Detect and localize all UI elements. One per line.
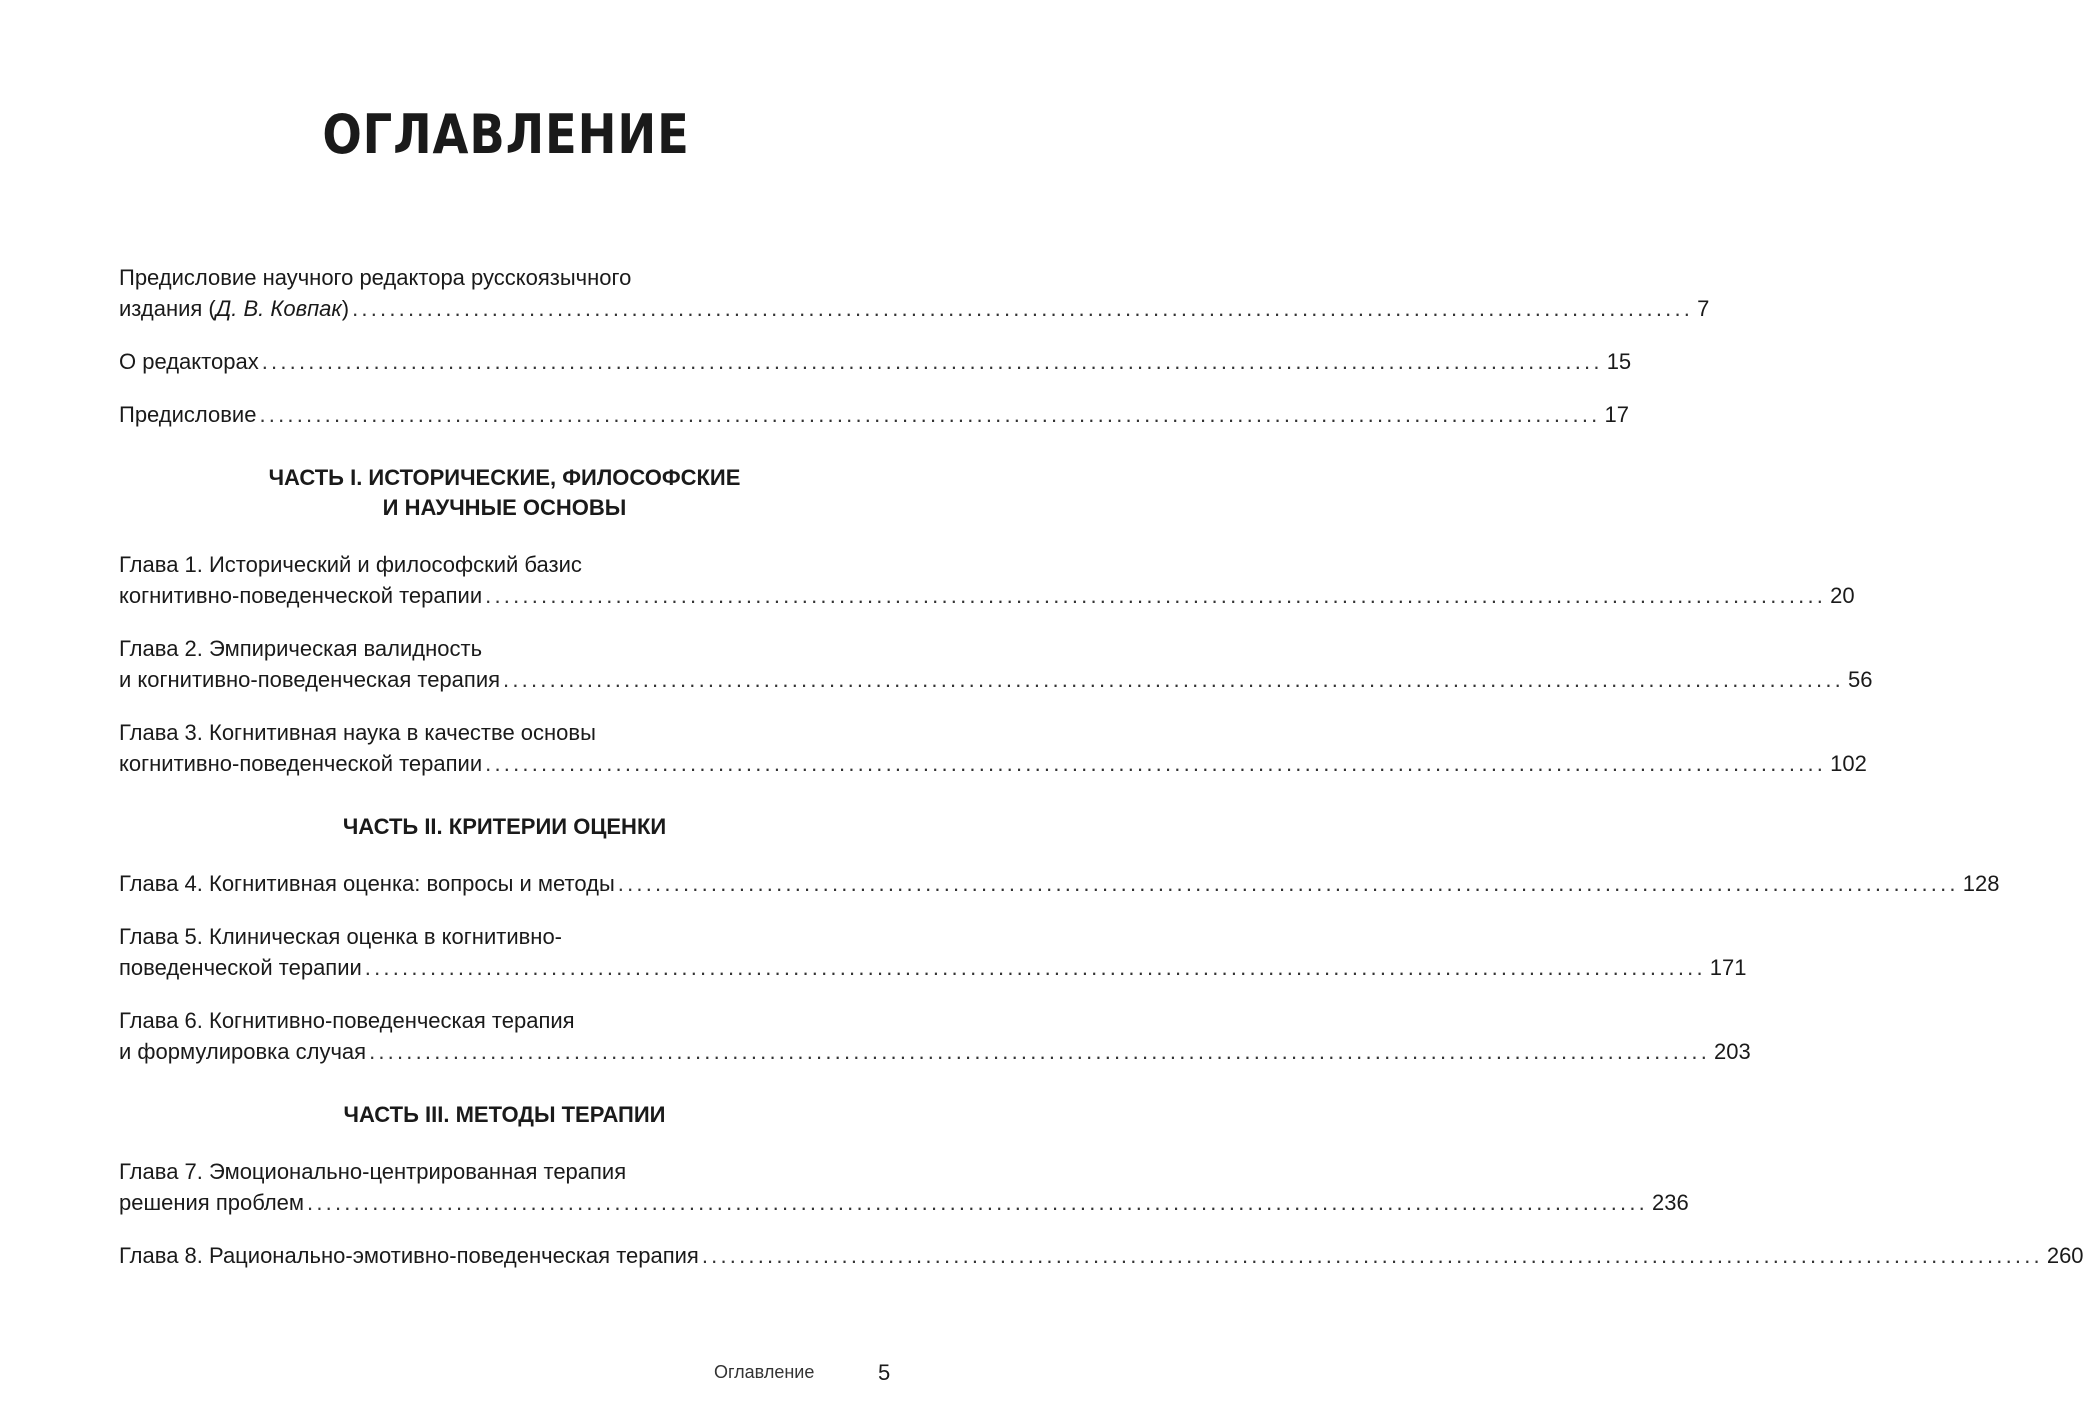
dot-leader: ................................................................................................................................................ [364,955,1706,980]
toc-entry-title: Предисловие [119,402,257,427]
toc-entry-title-line: Глава 3. Когнитивная наука в качестве основы [119,720,596,745]
toc-entry-title: О редакторах [119,349,259,374]
toc-entry-editor-preface[interactable] [119,262,1710,324]
toc-page-number: 20 [1830,583,1855,608]
toc-entry-title: и когнитивно-поведенческая терапия [119,667,501,692]
toc-entry-chapter-2[interactable] [119,633,1873,695]
dot-leader: ................................................................................................................................................ [617,871,1959,896]
toc-entry-title: Глава 4. Когнитивная оценка: вопросы и методы [119,871,615,896]
toc-page-number: 203 [1714,1039,1751,1064]
editor-name: Д. В. Ковпак [215,296,342,321]
toc-entry-title: когнитивно-поведенческой терапии [119,583,483,608]
toc-entry-title-line: Глава 1. Исторический и философский базис [119,552,582,577]
toc-page-number: 260 [2046,1243,2084,1268]
toc-page-number: 56 [1848,667,1873,692]
dot-leader: ................................................................................................................................................ [485,751,1827,776]
toc-entry-chapter-6[interactable] [119,1005,1751,1067]
toc-page-number: 128 [1962,871,2000,896]
part-heading-3: ЧАСТЬ III. МЕТОДЫ ТЕРАПИИ [343,1102,666,1127]
toc-entry-title-line: Глава 5. Клиническая оценка в когнитивно- [119,924,563,949]
dot-leader: ................................................................................................................................................ [261,349,1603,374]
toc-entry-chapter-7[interactable] [119,1156,1689,1218]
toc-entry-title-line: Глава 6. Когнитивно-поведенческая терапия [119,1008,575,1033]
toc-page-number: 7 [1697,296,1710,321]
toc-entry-chapter-8[interactable] [119,1240,2084,1271]
toc-page-number: 17 [1604,402,1629,427]
toc-entry-title-line: Глава 2. Эмпирическая валидность [119,636,483,661]
toc-entry-title-line: Предисловие научного редактора русскоязычного [119,265,632,290]
page-number: 5 [878,1360,891,1385]
part-heading-2: ЧАСТЬ II. КРИТЕРИИ ОЦЕНКИ [342,814,667,839]
page-title: ОГЛАВЛЕНИЕ [322,103,690,166]
dot-leader: ................................................................................................................................................ [352,296,1694,321]
toc-entry-chapter-1[interactable] [119,549,1855,611]
dot-leader: ................................................................................................................................................ [701,1243,2043,1268]
dot-leader: ................................................................................................................................................ [369,1039,1711,1064]
toc-entry-chapter-3[interactable] [119,717,1867,779]
toc-entry-chapter-4[interactable] [119,868,2000,899]
toc-entry-title: поведенческой терапии [119,955,362,980]
toc-entry-about-editors[interactable] [119,346,1632,377]
toc-entry-title-line: Глава 7. Эмоционально-центрированная терапия [119,1159,627,1184]
toc-entry-title: решения проблем [119,1190,305,1215]
toc-entry-title: и формулировка случая [119,1039,367,1064]
toc-page-number: 236 [1652,1190,1689,1215]
dot-leader: ................................................................................................................................................ [307,1190,1648,1215]
toc-entry-title: Глава 8. Рационально-эмотивно-поведенческая терапия [119,1243,699,1268]
running-footer-label: Оглавление [714,1362,815,1382]
toc-page-number: 102 [1830,751,1867,776]
toc-page-number: 15 [1606,349,1632,374]
dot-leader: ................................................................................................................................................ [503,667,1844,692]
toc-entry-title: издания (Д. В. Ковпак) [119,296,350,321]
dot-leader: ................................................................................................................................................ [259,402,1601,427]
toc-entry-preface[interactable] [119,399,1629,430]
table-of-contents [119,262,2084,1293]
toc-entry-chapter-5[interactable] [119,921,1747,983]
dot-leader: ................................................................................................................................................ [485,583,1827,608]
part-heading-1: ЧАСТЬ I. ИСТОРИЧЕСКИЕ, ФИЛОСОФСКИЕ И НАУЧНЫЕ ОСНОВЫ [268,465,741,520]
toc-page-number: 171 [1709,955,1747,980]
toc-entry-title: когнитивно-поведенческой терапии [119,751,483,776]
